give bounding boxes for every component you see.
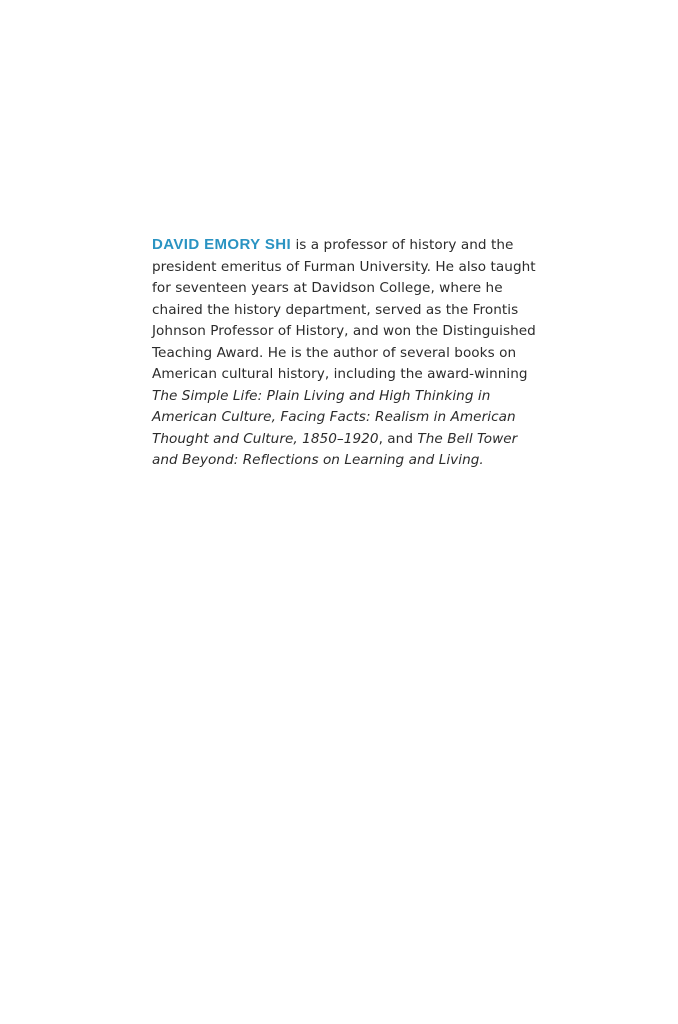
closing-period: . xyxy=(479,452,484,468)
author-name: DAVID EMORY SHI xyxy=(152,236,292,253)
book-title-simple-life: The Simple Life: Plain Living and High Thinking in American Culture xyxy=(152,387,491,425)
book-title-facing-facts: Facing Facts: Realism in American Thought and Culture, 1850–1920 xyxy=(152,409,516,447)
author-bio-paragraph xyxy=(152,234,536,472)
book-title-bell-tower: The Bell Tower and Beyond: Reflections on Learning and Living xyxy=(152,430,518,468)
title-separator: , xyxy=(271,409,281,425)
and-separator: , and xyxy=(378,430,418,447)
bio-text: is a professor of history and the president emeritus of Furman University. He also taught for seventeen years at Davidson College, where he chaired the history department, served as the Frontis Johnson Professor of History, and won the Distinguished Teaching Award. He is the author of several books on American cultural history, including the award-winning xyxy=(152,237,536,382)
